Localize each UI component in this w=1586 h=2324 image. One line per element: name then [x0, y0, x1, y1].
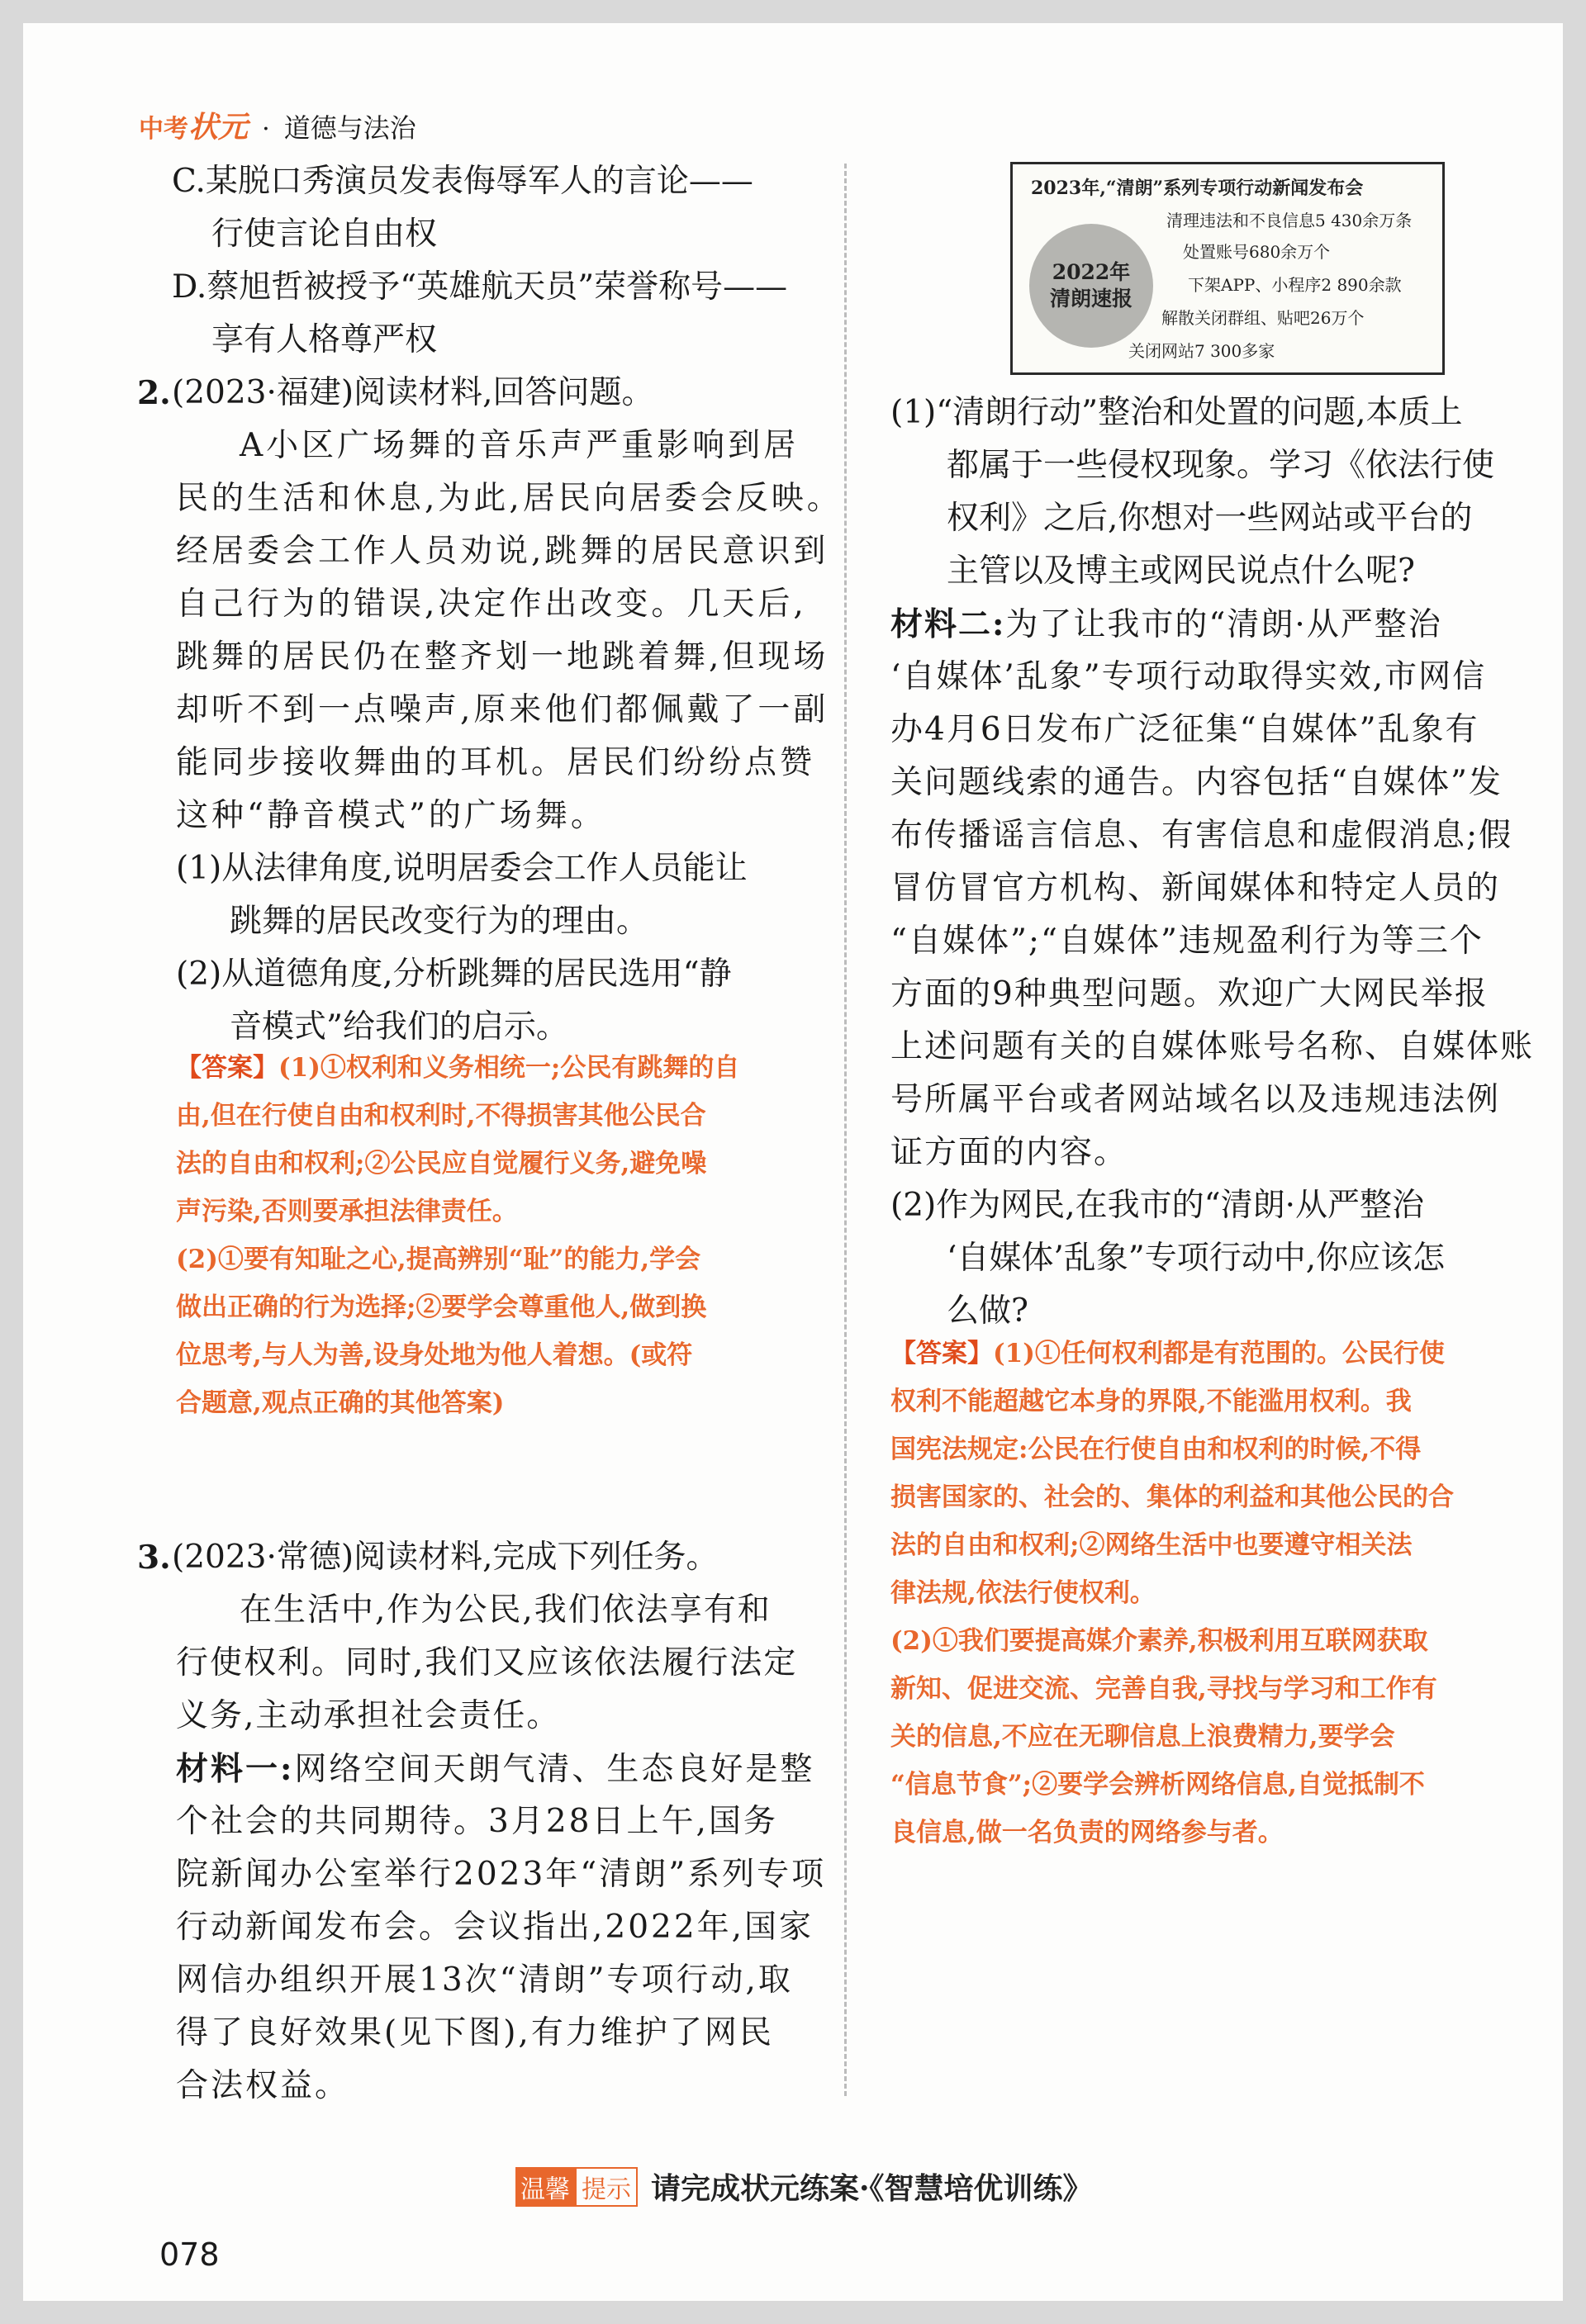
material2-line: 号所属平台或者网站域名以及违规违法例	[890, 1081, 1501, 1118]
q2-material-line: 民的生活和休息,为此,居民向居委会反映。	[176, 480, 843, 517]
q2-answer-line: 位思考,与人为善,设身处地为他人着想。(或符	[176, 1340, 693, 1370]
material1-line: 材料一:网络空间天朗气清、生态良好是整	[176, 1750, 815, 1788]
material2-line: 方面的9种典型问题。欢迎广大网民举报	[890, 975, 1489, 1013]
answer-tag: 【答案】	[890, 1339, 993, 1368]
material1-label: 材料一:	[176, 1750, 295, 1788]
q2-sub1-line2: 跳舞的居民改变行为的理由。	[230, 903, 649, 940]
q3-intro-line: 在生活中,作为公民,我们依法享有和	[240, 1591, 772, 1629]
q3-sub1-line: (1)“清朗行动”整治和处置的问题,本质上	[890, 394, 1463, 431]
stats-item: 解散关闭群组、贴吧26万个	[1161, 308, 1365, 328]
stats-item: 处置账号680余万个	[1183, 242, 1331, 262]
q3-sub2-line: 么做?	[947, 1292, 1028, 1330]
material1-line: 个社会的共同期待。3月28日上午,国务	[176, 1803, 778, 1840]
column-divider	[844, 164, 847, 2096]
page-sheet	[23, 23, 1563, 2301]
material2-line: ‘自媒体’乱象”专项行动取得实效,市网信	[890, 658, 1487, 695]
q3-answer-line: 关的信息,不应在无聊信息上浪费精力,要学会	[890, 1722, 1395, 1752]
q2-sub1-line1: (1)从法律角度,说明居委会工作人员能让	[176, 850, 748, 887]
material2-label: 材料二:	[890, 605, 1006, 643]
q2-material-line: 能同步接收舞曲的耳机。居民们纷纷点赞	[176, 744, 816, 781]
q3-answer-line: 良信息,做一名负责的网络参与者。	[890, 1818, 1284, 1847]
footer-tip-text: 请完成状元练案·《智慧培优训练》	[651, 2171, 1093, 2206]
q2-number: 2.	[137, 374, 171, 412]
option-c-line1: C.某脱口秀演员发表侮辱军人的言论——	[172, 163, 753, 200]
q2-answer-line: 声污染,否则要承担法律责任。	[176, 1197, 518, 1226]
q2-material-line: 这种“静音模式”的广场舞。	[176, 797, 606, 834]
material2-line: 材料二:为了让我市的“清朗·从严整治	[890, 605, 1442, 643]
q3-answer-line: (2)①我们要提高媒介素养,积极利用互联网获取	[890, 1626, 1428, 1656]
header-separator: ·	[262, 115, 270, 144]
q2-answer-line: 合题意,观点正确的其他答案)	[176, 1388, 505, 1418]
q2-sub2-line2: 音模式”给我们的启示。	[230, 1008, 568, 1046]
q2-sub2-line1: (2)从道德角度,分析跳舞的居民选用“静	[176, 956, 732, 993]
material1-line: 得了良好效果(见下图),有力维护了网民	[176, 2014, 774, 2051]
q2-answer-line: 做出正确的行为选择;②要学会尊重他人,做到换	[176, 1292, 707, 1322]
material2-line: 布传播谣言信息、有害信息和虚假消息;假	[890, 817, 1513, 854]
material1-line: 行动新闻发布会。会议指出,2022年,国家	[176, 1909, 814, 1946]
q2-material-line: 跳舞的居民仍在整齐划一地跳着舞,但现场	[176, 638, 829, 676]
q3-answer-line: 新知、促进交流、完善自我,寻找与学习和工作有	[890, 1674, 1437, 1704]
answer-tag: 【答案】	[176, 1053, 278, 1083]
q3-answer-line: 国宪法规定:公民在行使自由和权利的时候,不得	[890, 1435, 1422, 1464]
q3-sub2-line: ‘自媒体’乱象”专项行动中,你应该怎	[947, 1240, 1446, 1277]
material2-line: 上述问题有关的自媒体账号名称、自媒体账	[890, 1028, 1535, 1065]
q2-answer-line: 由,但在行使自由和权利时,不得损害其他公民合	[176, 1101, 706, 1131]
q3-answer-line: 律法规,依法行使权利。	[890, 1578, 1156, 1608]
q3-answer-line: “信息节食”;②要学会辨析网络信息,自觉抵制不	[890, 1770, 1425, 1800]
q2-material-line: A小区广场舞的音乐声严重影响到居	[240, 427, 800, 464]
stats-badge: 2022年 清朗速报	[1029, 224, 1153, 348]
q3-sub1-line: 都属于一些侵权现象。学习《依法行使	[947, 447, 1495, 484]
stats-item: 关闭网站7 300多家	[1128, 341, 1275, 361]
q3-number: 3.	[137, 1539, 171, 1577]
footer-tip	[515, 2165, 1093, 2208]
material1-line: 合法权益。	[176, 2067, 350, 2104]
q3-source: (2023·常德)阅读材料,完成下列任务。	[172, 1539, 719, 1576]
q3-sub2-line: (2)作为网民,在我市的“清朗·从严整治	[890, 1187, 1424, 1224]
q3-answer-line: 【答案】(1)①任何权利都是有范围的。公民行使	[890, 1339, 1445, 1368]
tip-badge: 温馨 提示	[515, 2167, 638, 2207]
material2-line: 办4月6日发布广泛征集“自媒体”乱象有	[890, 711, 1479, 748]
brand-logo: 中考状元	[139, 111, 249, 145]
material1-line: 网信办组织开展13次“清朗”专项行动,取	[176, 1961, 793, 1999]
q3-answer-line: 损害国家的、社会的、集体的利益和其他公民的合	[890, 1482, 1454, 1512]
q2-source: (2023·福建)阅读材料,回答问题。	[172, 374, 654, 411]
q2-answer-line: 【答案】(1)①权利和义务相统一;公民有跳舞的自	[176, 1053, 740, 1083]
q3-sub1-line: 主管以及博主或网民说点什么呢?	[947, 553, 1415, 590]
material2-line: 冒仿冒官方机构、新闻媒体和特定人员的	[890, 870, 1501, 907]
q3-answer-line: 权利不能超越它本身的界限,不能滥用权利。我	[890, 1387, 1412, 1416]
qinglang-stats-figure	[1010, 162, 1445, 375]
option-d-line2: 享有人格尊严权	[211, 321, 438, 358]
q2-answer-line: 法的自由和权利;②公民应自觉履行义务,避免噪	[176, 1149, 707, 1179]
stats-item: 清理违法和不良信息5 430余万条	[1166, 211, 1413, 230]
option-c-line2: 行使言论自由权	[211, 216, 438, 253]
option-d-line1: D.蔡旭哲被授予“英雄航天员”荣誉称号——	[172, 268, 788, 306]
stats-title: 2023年,“清朗”系列专项行动新闻发布会	[1031, 178, 1364, 199]
q2-material-line: 却听不到一点噪声,原来他们都佩戴了一副	[176, 691, 829, 728]
q3-answer-line: 法的自由和权利;②网络生活中也要遵守相关法	[890, 1530, 1413, 1560]
q3-sub1-line: 权利》之后,你想对一些网站或平台的	[947, 500, 1473, 537]
q2-answer-line: (2)①要有知耻之心,提高辨别“耻”的能力,学会	[176, 1245, 701, 1274]
page-header	[139, 104, 416, 146]
q2-material-line: 自己行为的错误,决定作出改变。几天后,	[176, 586, 807, 623]
q3-intro-line: 行使权利。同时,我们又应该依法履行法定	[176, 1644, 798, 1681]
q2-material-line: 经居委会工作人员劝说,跳舞的居民意识到	[176, 533, 829, 570]
material2-line: 关问题线索的通告。内容包括“自媒体”发	[890, 764, 1503, 801]
stats-item: 下架APP、小程序2 890余款	[1188, 275, 1402, 295]
subject-title: 道德与法治	[283, 112, 416, 144]
material2-line: 证方面的内容。	[890, 1134, 1128, 1171]
q3-intro-line: 义务,主动承担社会责任。	[176, 1697, 561, 1734]
material2-line: “自媒体”;“自媒体”违规盈利行为等三个	[890, 922, 1484, 960]
page-number: 078	[159, 2236, 220, 2273]
material1-line: 院新闻办公室举行2023年“清朗”系列专项	[176, 1856, 827, 1893]
